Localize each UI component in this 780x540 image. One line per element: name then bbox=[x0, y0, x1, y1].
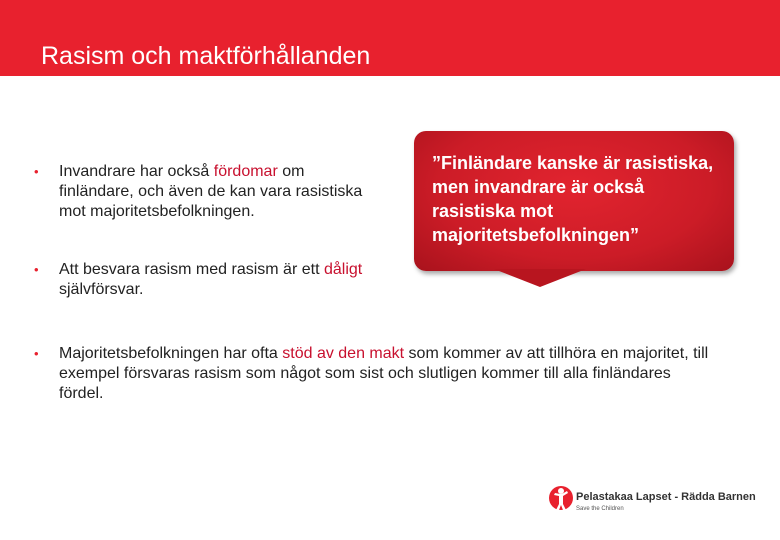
bullet-item bbox=[34, 344, 719, 404]
bullet-highlight: fördomar bbox=[213, 163, 278, 180]
bullet-marker: • bbox=[34, 262, 39, 277]
bullet-text: Att besvara rasism med rasism är ett bbox=[59, 261, 324, 278]
bullet-text: om finländare, och även de kan vara rasistiska mot majoritetsbefolkningen. bbox=[59, 163, 363, 220]
quote-text: ”Finländare kanske är rasistiska, men invandrare är också rasistiska mot majoritetsbefolkningen” bbox=[432, 153, 714, 245]
bullet-item bbox=[34, 162, 379, 222]
title-bar bbox=[0, 0, 780, 76]
quote-bubble-tail bbox=[494, 269, 586, 287]
child-figure-icon bbox=[548, 482, 574, 514]
bullet-text: självförsvar. bbox=[59, 281, 144, 298]
slide-title: Rasism och maktförhållanden bbox=[41, 42, 371, 70]
logo-name: Pelastakaa Lapset - Rädda Barnen bbox=[576, 491, 756, 503]
bullet-marker: • bbox=[34, 164, 39, 179]
bullet-highlight: stöd av den makt bbox=[282, 345, 405, 362]
quote-bubble bbox=[414, 131, 734, 291]
bullet-highlight: dåligt bbox=[323, 261, 363, 278]
organization-logo bbox=[548, 482, 780, 518]
bullet-text: som kommer av att tillhöra en majoritet, till exempel försvaras rasism som något som sist och slutligen kommer till alla finländares fördel. bbox=[59, 345, 709, 402]
bullet-marker: • bbox=[34, 346, 39, 361]
bullet-item bbox=[34, 260, 379, 300]
logo-tagline: Save the Children bbox=[576, 506, 624, 512]
bullet-text: Invandrare har också bbox=[59, 163, 214, 180]
bullet-text: Majoritetsbefolkningen har ofta bbox=[59, 345, 283, 362]
